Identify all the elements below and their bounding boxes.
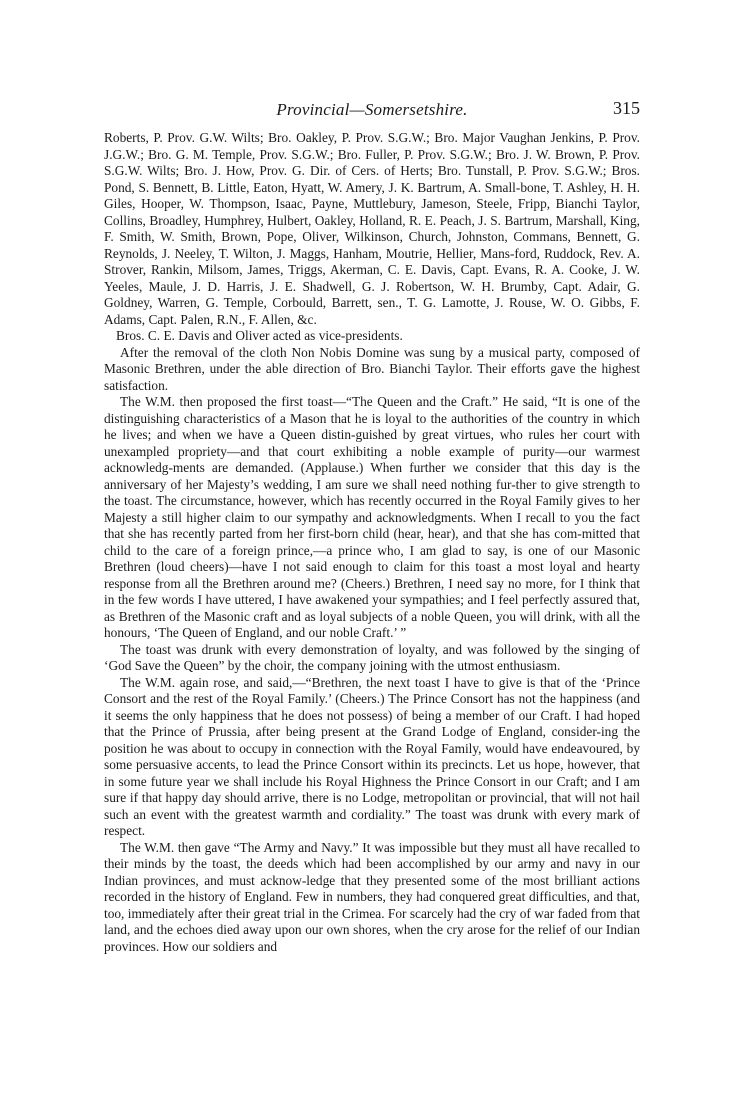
document-page (104, 96, 640, 955)
paragraph-toast-drunk: The toast was drunk with every demonstration of loyalty, and was followed by the singing of ‘God Save the Queen” by the choir, the company joining with the utmost enthusiasm. (104, 641, 640, 673)
paragraph-attendees: Roberts, P. Prov. G.W. Wilts; Bro. Oakley, P. Prov. S.G.W.; Bro. Major Vaughan Jenkins, P. Prov. J.G.W.; Bro. G. M. Temple, Prov. S.G.W.; Bro. Fuller, P. Prov. S.G.W.; Bro. J. W. Brown, P. Prov. S.G.W. Wilts; Bro. J. How, Prov. G. Dir. of Cers. of Herts; Bro. Tunstall, P. Prov. S.G.W.; Bros. Pond, S. Bennett, B. Little, Eaton, Hyatt, W. Amery, J. K. Bartrum, A. Small-bone, T. Ashley, H. H. Giles, Hooper, W. Thompson, Isaac, Payne, Muttlebury, Jameson, Steele, Fripp, Bianchi Taylor, Collins, Broadley, Humphrey, Hulbert, Oakley, Holland, R. E. Peach, J. S. Bartrum, Marshall, King, F. Smith, W. Smith, Brown, Pope, Oliver, Wilkinson, Church, Johnston, Commans, Bennett, G. Reynolds, J. Neeley, T. Wilton, J. Maggs, Hanham, Moutrie, Hellier, Mans-ford, Ruddock, Rev. A. Strover, Rankin, Milsom, James, Triggs, Akerman, C. E. Davis, Capt. Evans, R. A. Cooke, J. W. Yeeles, Maule, J. D. Harris, J. E. Shadwell, G. J. Robertson, W. H. Brumby, Capt. Adair, G. Goldney, Warren, G. Temple, Corbould, Barrett, sen., T. G. Lamotte, J. Rouse, W. O. Gibbs, F. Adams, Capt. Palen, R.N., F. Allen, &c. (104, 130, 640, 327)
paragraph-army-navy: The W.M. then gave “The Army and Navy.” It was impossible but they must all have recalled to their minds by the toast, the deeds which had been accomplished by our army and navy in our Indian provinces, and must acknow-ledge that they presented some of the most brilliant actions recorded in the history of England. Few in numbers, they had conquered great difficulties, and that, too, immediately after their great trial in the Crimea. For scarcely had the cry of war faded from that land, and the echoes died away upon our own shores, when the cry arose for the relief of our Indian provinces. How our soldiers and (104, 839, 640, 954)
page-header (104, 96, 640, 122)
body-text (104, 130, 640, 955)
running-title: Provincial—Somersetshire. (276, 100, 468, 119)
paragraph-first-toast: The W.M. then proposed the first toast—“The Queen and the Craft.” He said, “It is one of the distinguishing characteristics of a Mason that he is loyal to the authorities of the country in which he lives; and when we have a Queen distin-guished by great virtues, who rules her court with unexampled propriety—and that court exhibiting a noble example of purity—our warmest acknowledg-ments are demanded. (Applause.) When further we consider that this day is the anniversary of her Majesty’s wedding, I am sure we shall need nothing fur-ther to give strength to the toast. The circumstance, however, which has recently occurred in the Royal Family gives to her Majesty a still higher claim to our sympathy and acknowledgments. When I recall to you the fact that she has recently parted from her first-born child (hear, hear), and that she has com-mitted that child to the care of a foreign prince,—a prince who, I am glad to say, is one of our Masonic Brethren (loud cheers)—have I not said enough to claim for this toast a most loyal and hearty response from all the Brethren around me? (Cheers.) Brethren, I need say no more, for I think that in the few words I have uttered, I have awakened your sympathies; and I feel perfectly assured that, as Brethren of the Masonic craft and as loyal subjects of a noble Queen, you will drink, with all the honours, ‘The Queen of England, and our noble Craft.’ ” (104, 394, 640, 640)
paragraph-non-nobis: After the removal of the cloth Non Nobis Domine was sung by a musical party, composed of Masonic Brethren, under the able direction of Bro. Bianchi Taylor. Their efforts gave the highest satisfaction. (104, 344, 640, 393)
paragraph-vice-presidents: Bros. C. E. Davis and Oliver acted as vice-presidents. (116, 328, 403, 343)
page-number: 315 (613, 98, 640, 118)
paragraph-prince-consort: The W.M. again rose, and said,—“Brethren, the next toast I have to give is that of the ‘Prince Consort and the rest of the Royal Family.’ (Cheers.) The Prince Consort has not the happiness (and it seems the only happiness that he does not possess) of being a member of our Craft. I had hoped that the Prince of Prussia, after being present at the Grand Lodge of England, consider-ing the position he was about to occupy in connection with the Royal Family, would have endeavoured, by some persuasive accents, to lead the Prince Consort within its precincts. Let us hope, however, that in some future year we shall include his Royal Highness the Prince Consort in our Craft; and I am sure if that happy day should arrive, there is no Lodge, metropolitan or provincial, that will not hail such an event with the greatest warmth and cordiality.” The toast was drunk with every mark of respect. (104, 674, 640, 838)
